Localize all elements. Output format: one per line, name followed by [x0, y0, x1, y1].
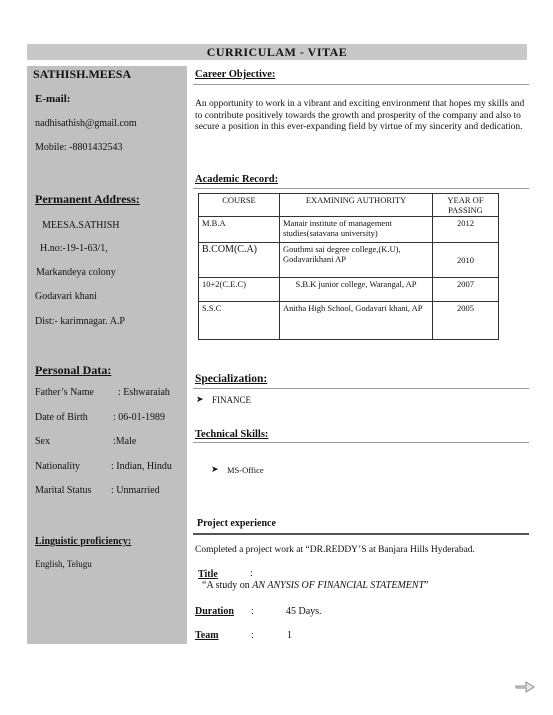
next-page-icon[interactable]	[514, 676, 536, 694]
linguistic-label: Linguistic proficiency:	[35, 536, 132, 547]
project-title-italic: AN ANYSIS OF FINANCIAL STATEMENT	[252, 580, 425, 591]
personal-value: : 06-01-1989	[113, 412, 165, 423]
course-cell: B.COM(C.A)	[199, 243, 280, 278]
year-cell: 2005	[433, 302, 499, 340]
arrow-bullet-icon: ➤	[196, 394, 204, 404]
personal-key: Sex	[35, 436, 50, 447]
address-line: Dist:- karimnagar. A.P	[35, 316, 125, 327]
address-line: Markandeya colony	[36, 267, 116, 278]
section-divider	[193, 442, 529, 443]
authority-cell: Anitha High School, Godavari khani, AP	[280, 302, 433, 340]
arrow-bullet-icon: ➤	[211, 464, 219, 474]
column-header: COURSE	[199, 194, 280, 217]
academic-table	[198, 193, 499, 340]
year-cell: 2012	[433, 217, 499, 243]
duration-colon: :	[251, 606, 254, 617]
permanent-address-label: Permanent Address:	[35, 192, 140, 206]
project-title-suffix: ”	[424, 580, 429, 591]
section-divider	[193, 533, 529, 535]
project-title-prefix: “A study on	[202, 580, 253, 591]
personal-key: Nationality	[35, 461, 80, 472]
authority-cell: Manair institute of management studies(satavana university)	[280, 217, 433, 243]
title-label: Title	[198, 569, 218, 580]
personal-value: : Unmarried	[111, 485, 160, 496]
duration-value: 45 Days.	[286, 606, 322, 617]
address-line: MEESA.SATHISH	[42, 220, 120, 231]
personal-key: Father’s Name	[35, 387, 94, 398]
duration-label: Duration	[195, 606, 234, 617]
career-objective-label: Career Objective:	[195, 69, 276, 80]
year-cell: 2007	[433, 278, 499, 302]
candidate-name: SATHISH.MEESA	[33, 67, 132, 81]
table-row	[199, 278, 499, 302]
technical-skills-label: Technical Skills:	[195, 429, 269, 440]
personal-data-label: Personal Data:	[35, 363, 112, 377]
authority-cell: S.B.K junior college, Warangal, AP	[280, 278, 433, 302]
languages-value: English, Telugu	[35, 559, 92, 569]
personal-value: : Eshwaraiah	[118, 387, 170, 398]
personal-value: : Indian, Hindu	[111, 461, 172, 472]
project-experience-label: Project experience	[197, 518, 276, 529]
personal-value: :Male	[113, 436, 137, 447]
year-cell: 2010	[433, 243, 499, 278]
table-row	[199, 302, 499, 340]
section-divider	[193, 388, 529, 389]
course-cell: S.S.C	[199, 302, 280, 340]
column-header: EXAMINING AUTHORITY	[280, 194, 433, 217]
section-divider	[193, 84, 529, 85]
column-header: YEAR OF PASSING	[433, 194, 499, 217]
table-row	[199, 243, 499, 278]
authority-cell: Gouthmi sai degree college,(K.U), Godavarikhani AP	[280, 243, 433, 278]
email-label: E-mail:	[35, 93, 71, 105]
specialization-label: Specialization:	[195, 373, 268, 385]
address-line: Godavari khani	[35, 291, 97, 302]
technical-value: MS-Office	[227, 465, 264, 475]
course-cell: 10+2(C.E.C)	[199, 278, 280, 302]
project-text: Completed a project work at “DR.REDDY’S at Banjara Hills Hyderabad.	[195, 545, 475, 555]
team-label: Team	[195, 630, 219, 641]
career-objective-text: An opportunity to work in a vibrant and exciting environment that hopes my skills and to contribute positively towards the growth and prosperity of the company and also to secure a position in this ever-expanding field by virtue of my sincerity and dedication.	[195, 99, 525, 132]
course-cell: M.B.A	[199, 217, 280, 243]
specialization-value: FINANCE	[212, 395, 252, 405]
personal-key: Marital Status	[35, 485, 92, 496]
personal-key: Date of Birth	[35, 412, 88, 423]
table-row	[199, 217, 499, 243]
project-title-value	[202, 580, 429, 591]
address-line: H.no:-19-1-63/1,	[40, 243, 108, 254]
academic-record-label: Academic Record:	[195, 174, 279, 185]
team-colon: :	[251, 630, 254, 641]
title-colon: :	[250, 568, 253, 579]
email-value: nadhisathish@gmail.com	[35, 118, 137, 129]
team-value: 1	[287, 630, 292, 641]
page-title: CURRICULAM - VITAE	[27, 44, 527, 60]
mobile-value: Mobile: -8801432543	[35, 142, 123, 153]
table-header-row	[199, 194, 499, 217]
section-divider	[193, 188, 529, 189]
